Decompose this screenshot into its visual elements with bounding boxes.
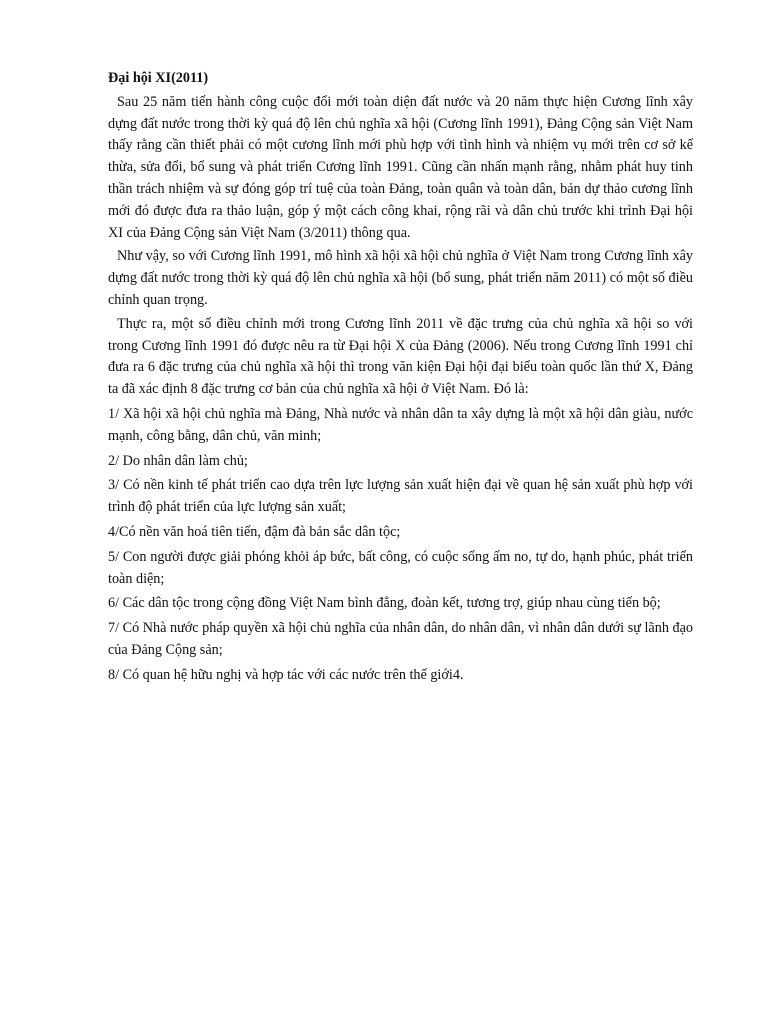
section-heading: Đại hội XI(2011)	[108, 70, 209, 86]
document-page	[108, 68, 693, 687]
list-item-1: 1/ Xã hội xã hội chủ nghĩa mà Đảng, Nhà nước và nhân dân ta xây dựng là một xã hội dân giàu, nước mạnh, công bằng, dân chủ, văn minh;	[108, 405, 693, 444]
paragraph-characteristics: Thực ra, một số điều chỉnh mới trong Cương lĩnh 2011 về đặc trưng của chủ nghĩa xã hội so với trong Cương lĩnh 1991 đó được nêu ra từ Đại hội X của Đảng (2006). Nếu trong Cương lĩnh 1991 chỉ đưa ra 6 đặc trưng của chủ nghĩa xã hội thì trong văn kiện Đại hội đại biểu toàn quốc lần thứ X, Đảng ta đã xác định 8 đặc trưng cơ bản của chủ nghĩa xã hội ở Việt Nam. Đó là:	[108, 315, 693, 398]
paragraph-comparison: Như vậy, so với Cương lĩnh 1991, mô hình xã hội xã hội chủ nghĩa ở Việt Nam trong Cương lĩnh xây dựng đất nước trong thời kỳ quá độ lên chủ nghĩa xã hội (bổ sung, phát triển năm 2011) có một số điều chỉnh quan trọng.	[108, 248, 693, 308]
list-item-7: 7/ Có Nhà nước pháp quyền xã hội chủ nghĩa của nhân dân, do nhân dân, vì nhân dân dưới sự lãnh đạo của Đảng Cộng sản;	[108, 620, 693, 658]
list-item-5: 5/ Con người được giải phóng khỏi áp bức, bất công, có cuộc sống ấm no, tự do, hạnh phúc, phát triển toàn diện;	[108, 548, 693, 587]
list-item-4: 4/Có nền văn hoá tiên tiến, đậm đà bản sắc dân tộc;	[108, 523, 401, 540]
paragraph-intro: Sau 25 năm tiến hành công cuộc đổi mới toàn diện đất nước và 20 năm thực hiện Cương lĩnh xây dựng đất nước trong thời kỳ quá độ lên chủ nghĩa xã hội (Cương lĩnh 1991), Đảng Cộng sản Việt Nam thấy rằng cần thiết phải có một cương lĩnh mới phù hợp với tình hình và nhiệm vụ mới trên cơ sở kế thừa, sửa đổi, bổ sung và phát triển Cương lĩnh 1991. Cũng cần nhấn mạnh rằng, nhằm phát huy tinh thần trách nhiệm và sự đóng góp trí tuệ của toàn Đảng, toàn quân và toàn dân, bản dự thảo cương lĩnh mới đó được đưa ra thảo luận, góp ý một cách công khai, rộng rãi và dân chủ trước khi trình Đại hội XI của Đảng Cộng sản Việt Nam (3/2011) thông qua.	[108, 93, 693, 241]
list-item-6: 6/ Các dân tộc trong cộng đồng Việt Nam bình đẳng, đoàn kết, tương trợ, giúp nhau cùng tiến bộ;	[108, 595, 661, 612]
list-item-8: 8/ Có quan hệ hữu nghị và hợp tác với các nước trên thế giới4.	[108, 666, 464, 683]
list-item-2: 2/ Do nhân dân làm chủ;	[108, 452, 248, 469]
list-item-3: 3/ Có nền kinh tế phát triển cao dựa trên lực lượng sản xuất hiện đại về quan hệ sản xuất phù hợp với trình độ phát triển của lực lượng sản xuất;	[108, 477, 693, 516]
